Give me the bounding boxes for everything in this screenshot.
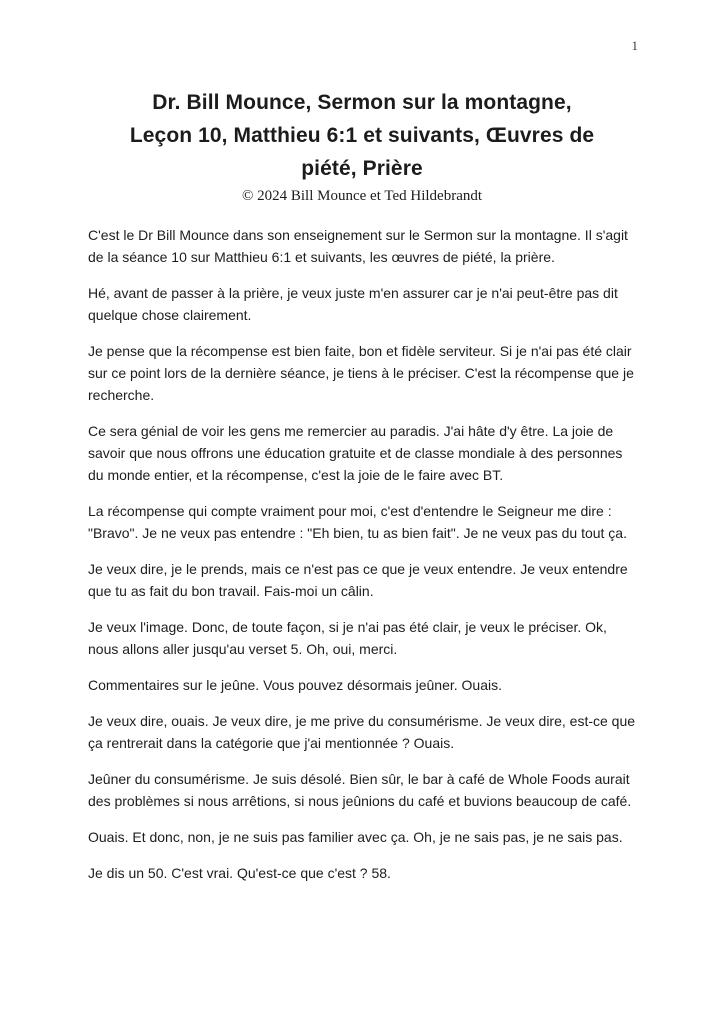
paragraph: La récompense qui compte vraiment pour moi, c'est d'entendre le Seigneur me dire : "Bravo". Je ne veux pas entendre : "Eh bien, tu as bien fait". Je ne veux pas du tout ça. — [88, 503, 627, 541]
paragraph: Jeûner du consumérisme. Je suis désolé. Bien sûr, le bar à café de Whole Foods aurait des problèmes si nous arrêtions, si nous jeûnions du café et buvions beaucoup de café. — [88, 771, 632, 809]
paragraph: Hé, avant de passer à la prière, je veux juste m'en assurer car je n'ai peut-être pas dit quelque chose clairement. — [88, 285, 618, 323]
paragraph: Ouais. Et donc, non, je ne suis pas familier avec ça. Oh, je ne sais pas, je ne sais pas. — [88, 829, 623, 845]
paragraph: Je veux dire, je le prends, mais ce n'est pas ce que je veux entendre. Je veux entendre que tu as fait du bon travail. Fais-moi un câlin. — [88, 561, 628, 599]
title-line-2: Leçon 10, Matthieu 6:1 et suivants, Œuvres de — [129, 124, 595, 147]
document-body — [88, 224, 640, 884]
page-number: 1 — [631, 38, 638, 53]
document-title — [0, 0, 724, 185]
copyright-line: © 2024 Bill Mounce et Ted Hildebrandt — [241, 188, 483, 204]
paragraph: Je veux dire, ouais. Je veux dire, je me prive du consumérisme. Je veux dire, est-ce que ça rentrerait dans la catégorie que j'ai mentionnée ? Ouais. — [88, 713, 636, 751]
paragraph: Commentaires sur le jeûne. Vous pouvez désormais jeûner. Ouais. — [88, 677, 502, 693]
paragraph: Ce sera génial de voir les gens me remercier au paradis. J'ai hâte d'y être. La joie de savoir que nous offrons une éducation gratuite et de classe mondiale à des personnes du monde entier, et la récompense, c'est la joie de le faire avec BT. — [88, 423, 623, 483]
paragraph: C'est le Dr Bill Mounce dans son enseignement sur le Sermon sur la montagne. Il s'agit de la séance 10 sur Matthieu 6:1 et suivants, les œuvres de piété, la prière. — [88, 227, 628, 265]
paragraph: Je pense que la récompense est bien faite, bon et fidèle serviteur. Si je n'ai pas été clair sur ce point lors de la dernière séance, je tiens à le préciser. C'est la récompense que je recherche. — [88, 343, 634, 403]
paragraph: Je dis un 50. C'est vrai. Qu'est-ce que c'est ? 58. — [88, 865, 391, 881]
paragraph: Je veux l'image. Donc, de toute façon, si je n'ai pas été clair, je veux le préciser. Ok, nous allons aller jusqu'au verset 5. Oh, oui, merci. — [88, 619, 607, 657]
title-line-3: piété, Prière — [301, 157, 423, 180]
title-line-1: Dr. Bill Mounce, Sermon sur la montagne, — [152, 91, 572, 114]
